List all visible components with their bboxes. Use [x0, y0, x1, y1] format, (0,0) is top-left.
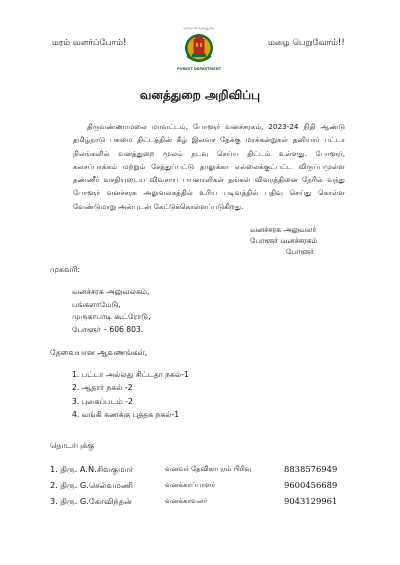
contact-phone: 9600456689: [284, 480, 338, 491]
document-item: 4. வங்கி கணக்கு புத்தக நகல்-1: [72, 409, 180, 419]
notice-title: வனத்துறை அறிவிப்பு: [139, 88, 261, 102]
contact-role: வனக்காவலர்: [165, 497, 208, 506]
slogan-right: மழை பெறுவோம்!!: [268, 38, 345, 48]
contact-row: [50, 461, 370, 477]
contact-name: 2. திரு. G.செல்வமணி: [50, 480, 134, 491]
address-line: போளூர் – 606 803.: [72, 324, 144, 334]
document-item: 3. புகைப்படம் -2: [72, 396, 133, 406]
signature-line: போளூர்: [286, 247, 314, 256]
address-line: வனச்சரக அலுவலகம்,: [72, 287, 150, 296]
document-item: 1. பட்டா அல்லது சிட்டதா நகல்-1: [72, 370, 189, 379]
signature-line: வனச்சரக அலுவலர்: [250, 225, 317, 234]
emblem-icon: [184, 32, 214, 66]
documents-list: [72, 368, 189, 421]
logo-bottom-text: FOREST DEPARTMENT: [176, 67, 222, 71]
contact-phone: 8838576949: [284, 464, 338, 474]
address-block: [72, 286, 151, 336]
contacts-list: [50, 461, 370, 510]
contact-phone: 9043129961: [284, 496, 338, 507]
address-line: பங்களாமேடு,: [72, 299, 121, 309]
forest-department-logo: [166, 26, 232, 71]
address-label: முகவரி:: [50, 265, 81, 274]
logo-top-text: தமிழ்நாடு வனத்துறை: [183, 26, 215, 30]
slogan-left: மரம் வளர்ப்போம்!: [52, 38, 127, 48]
contact-name: 1. திரு. A.N.சிவகுமார்: [50, 464, 134, 474]
document-item: 2. ஆதார் நகல் -2: [72, 383, 133, 393]
signature-line: போளூர் வனச்சரகம்: [250, 236, 318, 245]
signature-block: [250, 224, 317, 257]
contact-name: 3. திரு. G.கோவிந்தன்: [50, 496, 133, 507]
contact-row: [50, 493, 370, 509]
contacts-label: தொடர்புக்கு: [50, 441, 95, 450]
contact-role: வனக்காப்பாளர்: [165, 481, 216, 490]
contact-row: [50, 477, 370, 493]
address-line: முருகாபாடி கூட்ரோடு,: [72, 312, 151, 322]
documents-label: தேவையான ஆவணங்கள்,: [50, 348, 148, 357]
notice-body: திருவண்ணாமலை மாவட்டம், போளூர் வனச்சரகம், 2023-24 நிதி ஆண்டு தமிழ்நாடு பசுமை திட்டத்தின் கீழ் இலவச தேக்கு மரக்கன்றுகள் தனியார் பட்டா நிலங்களில் வனத்துறை மூலம் நடவு செய்ய திட்டம் உள்ளது. போளூர், கலசப்பாக்கம் மற்றும் சேத்துப்பட்டு தாலுக்கா எல்லைக்குட்பட்ட விருப்பமுள்ள தண்ணீர் வசதியுடைய விவசாய பயனாளிகள் தங்கள் விவரத்தினை நேரில் வந்து போளூர் வனச்சரக அலுவலகத்தில் உரிய படிவத்தில் பதிவு செய்து கொள்ள வேண்டுமாறு அன்புடன் கேட்டுக்கொள்ளப்படுகிறது.: [73, 122, 345, 211]
contact-role: வனவர் தேவிகாபுரம் பிரிவு: [165, 465, 252, 473]
